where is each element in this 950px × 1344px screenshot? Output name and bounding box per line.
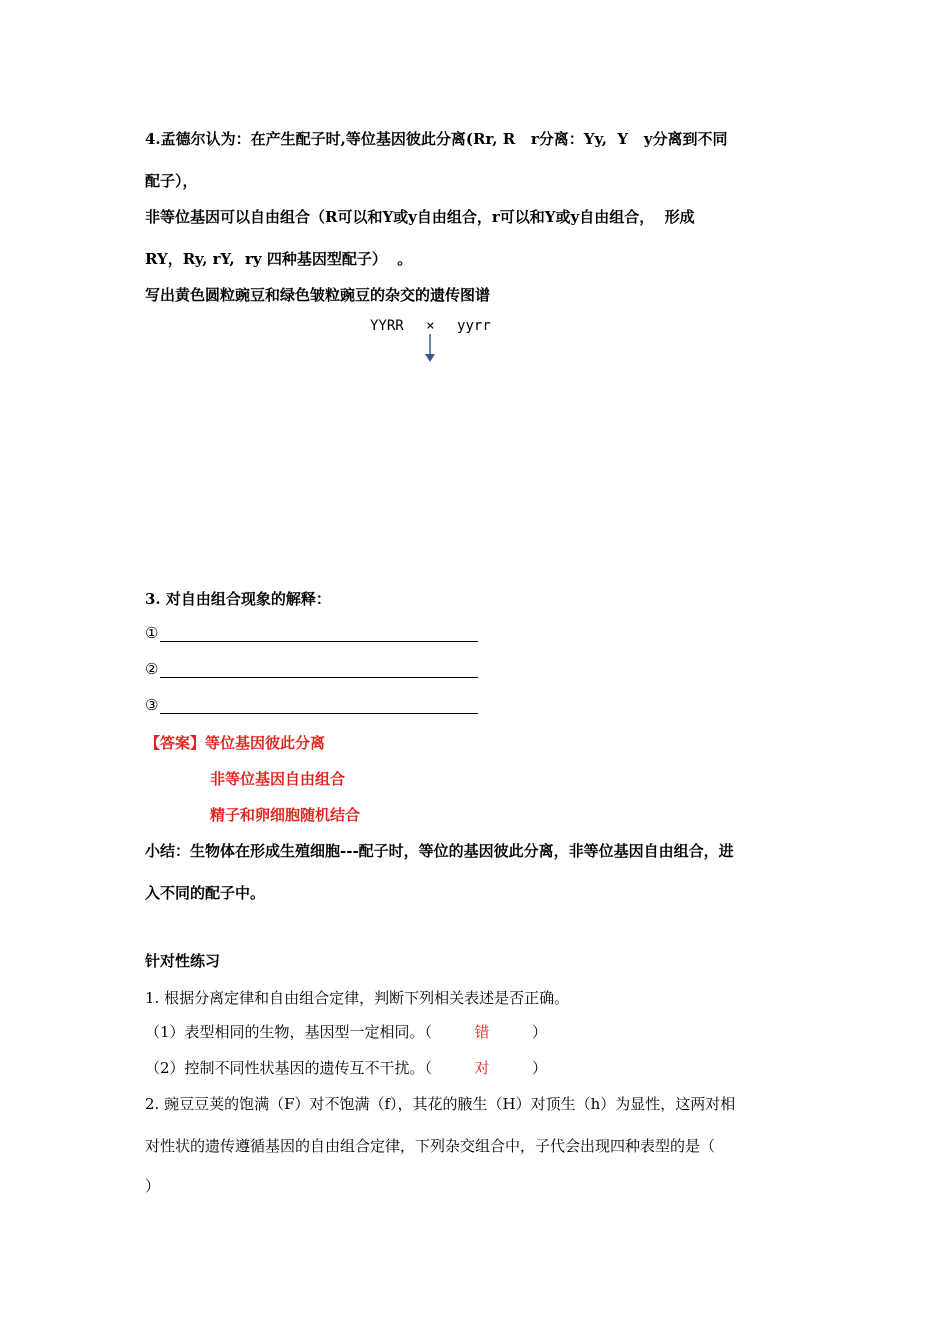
section4-line2: 配子）， [145,172,198,190]
blank-line-1[interactable] [145,624,478,642]
section4-line1: 4.孟德尔认为：在产生配子时,等位基因彼此分离(Rr, R r分离：Yy, Y y分离到不同 [145,130,728,148]
question-1a-text: （1）表型相同的生物，基因型一定相同。（ [145,1023,433,1041]
question-1b-close: ） [532,1059,548,1077]
answer-item-3: 精子和卵细胞随机结合 [210,806,361,824]
down-arrow-icon [424,334,436,364]
question-1: 1. 根据分离定律和自由组合定律，判断下列相关表述是否正确。 [145,989,570,1007]
marker-1: ① [145,624,159,642]
blank-line-3[interactable] [145,696,478,714]
cross-symbol: × [426,318,435,334]
summary-line-2: 入不同的配子中。 [145,884,266,902]
blank-line-2[interactable] [145,660,478,678]
question-1a [145,1021,547,1042]
section3-title: 3. 对自由组合现象的解释： [145,590,331,608]
question-1b-answer: 对 [474,1059,490,1077]
parent-yyrr-recessive: yyrr [457,318,491,334]
summary-line-1: 小结：生物体在形成生殖细胞---配子时，等位的基因彼此分离，非等位基因自由组合，进 [145,842,734,860]
question-2-line1: 2. 豌豆豆荚的饱满（F）对不饱满（f），其花的腋生（H）对顶生（h）为显性，这两对相 [145,1095,736,1113]
parent-yyrr-dominant: YYRR [370,318,404,334]
section4-line4: RY，Ry, rY, ry 四种基因型配子） 。 [145,250,413,268]
answer-item-2: 非等位基因自由组合 [210,770,346,788]
practice-title: 针对性练习 [145,952,221,970]
marker-2: ② [145,660,159,678]
question-1b-text: （2）控制不同性状基因的遗传互不干扰。（ [145,1059,433,1077]
cross-diagram [370,318,491,334]
cross-instruction: 写出黄色圆粒豌豆和绿色皱粒豌豆的杂交的遗传图谱 [145,286,491,304]
question-1a-answer: 错 [474,1023,490,1041]
answer-item-1: 等位基因彼此分离 [205,734,326,752]
question-1b [145,1057,547,1078]
section4-line3: 非等位基因可以自由组合（R可以和Y或y自由组合，r可以和Y或y自由组合， 形成 [145,208,695,226]
answer-line-1 [145,732,325,753]
question-2-line3: ） [145,1177,161,1195]
question-1a-close: ） [532,1023,548,1041]
marker-3: ③ [145,696,159,714]
answer-label: 【答案】 [145,734,206,752]
question-2-line2: 对性状的遗传遵循基因的自由组合定律，下列杂交组合中，子代会出现四种表型的是（ [145,1137,716,1155]
